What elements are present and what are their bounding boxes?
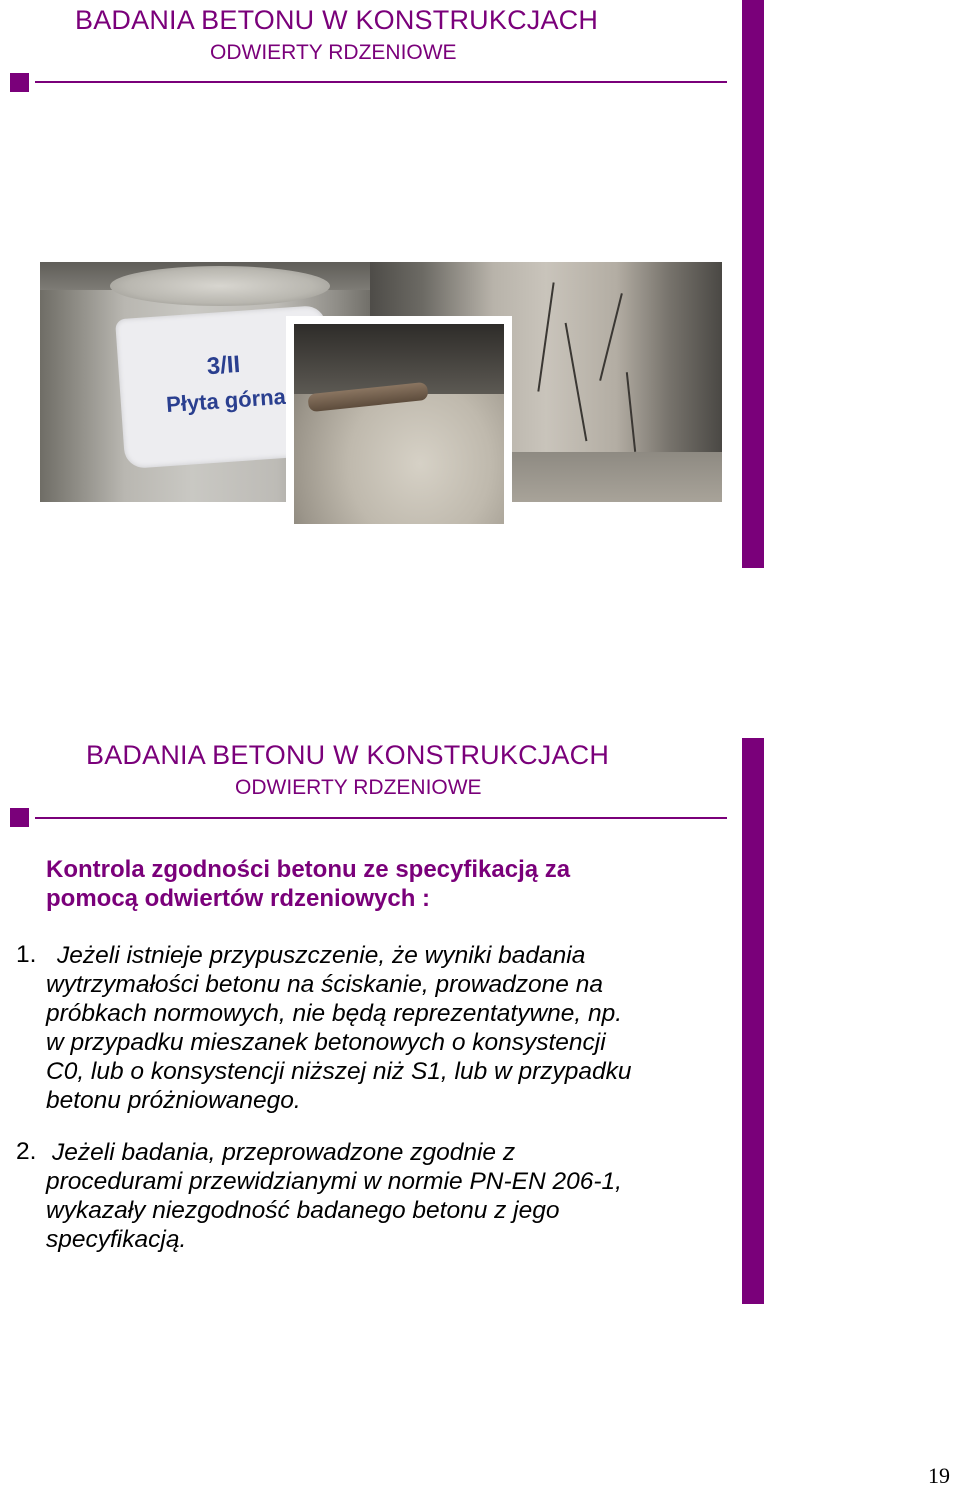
slide-1-title: BADANIA BETONU W KONSTRUKCJACH	[75, 5, 599, 35]
slide-1-bullet-square	[10, 73, 29, 92]
item-1-line-1: Jeżeli istnieje przypuszczenie, że wyniki badania	[57, 942, 586, 969]
item-1-number: 1.	[16, 941, 37, 968]
slide-2	[0, 736, 960, 1336]
slide-2-title-rule	[35, 817, 727, 819]
slide-1-title-rule	[35, 81, 727, 83]
item-1-line-6: betonu próżniowanego.	[46, 1087, 301, 1114]
page-number: 19	[928, 1463, 950, 1488]
slide-2-bullet-square	[10, 808, 29, 827]
slide-2-side-bar	[742, 738, 764, 1304]
slide-1-subtitle: ODWIERTY RDZENIOWE	[210, 41, 457, 64]
core-label-line-1: 3/II	[205, 350, 242, 381]
slide-1-side-bar	[742, 0, 764, 568]
slide-1	[0, 0, 960, 600]
core-label-line-2: Płyta górna	[165, 383, 287, 418]
item-2-line-3: wykazały niezgodność badanego betonu z jego	[46, 1197, 560, 1224]
rebar-detail-photo	[288, 318, 510, 530]
item-2-line-4: specyfikacją.	[46, 1226, 187, 1253]
item-1-line-4: w przypadku mieszanek betonowych o konsystencji	[46, 1029, 606, 1056]
item-2-number: 2.	[16, 1138, 37, 1165]
slide-2-title: BADANIA BETONU W KONSTRUKCJACH	[86, 740, 610, 770]
item-2-line-2: procedurami przewidzianymi w normie PN-EN 206-1,	[46, 1168, 622, 1195]
item-2-line-1: Jeżeli badania, przeprowadzone zgodnie z	[52, 1139, 516, 1166]
section-heading-line-2: pomocą odwiertów rdzeniowych :	[46, 885, 431, 912]
section-heading-line-1: Kontrola zgodności betonu ze specyfikacją za	[46, 856, 571, 883]
item-1-line-3: próbkach normowych, nie będą reprezentatywne, np.	[46, 1000, 623, 1027]
item-1-line-2: wytrzymałości betonu na ściskanie, prowadzone na	[46, 971, 603, 998]
item-1-line-5: C0, lub o konsystencji niższej niż S1, lub w przypadku	[46, 1058, 632, 1085]
slide-2-subtitle: ODWIERTY RDZENIOWE	[235, 776, 482, 799]
